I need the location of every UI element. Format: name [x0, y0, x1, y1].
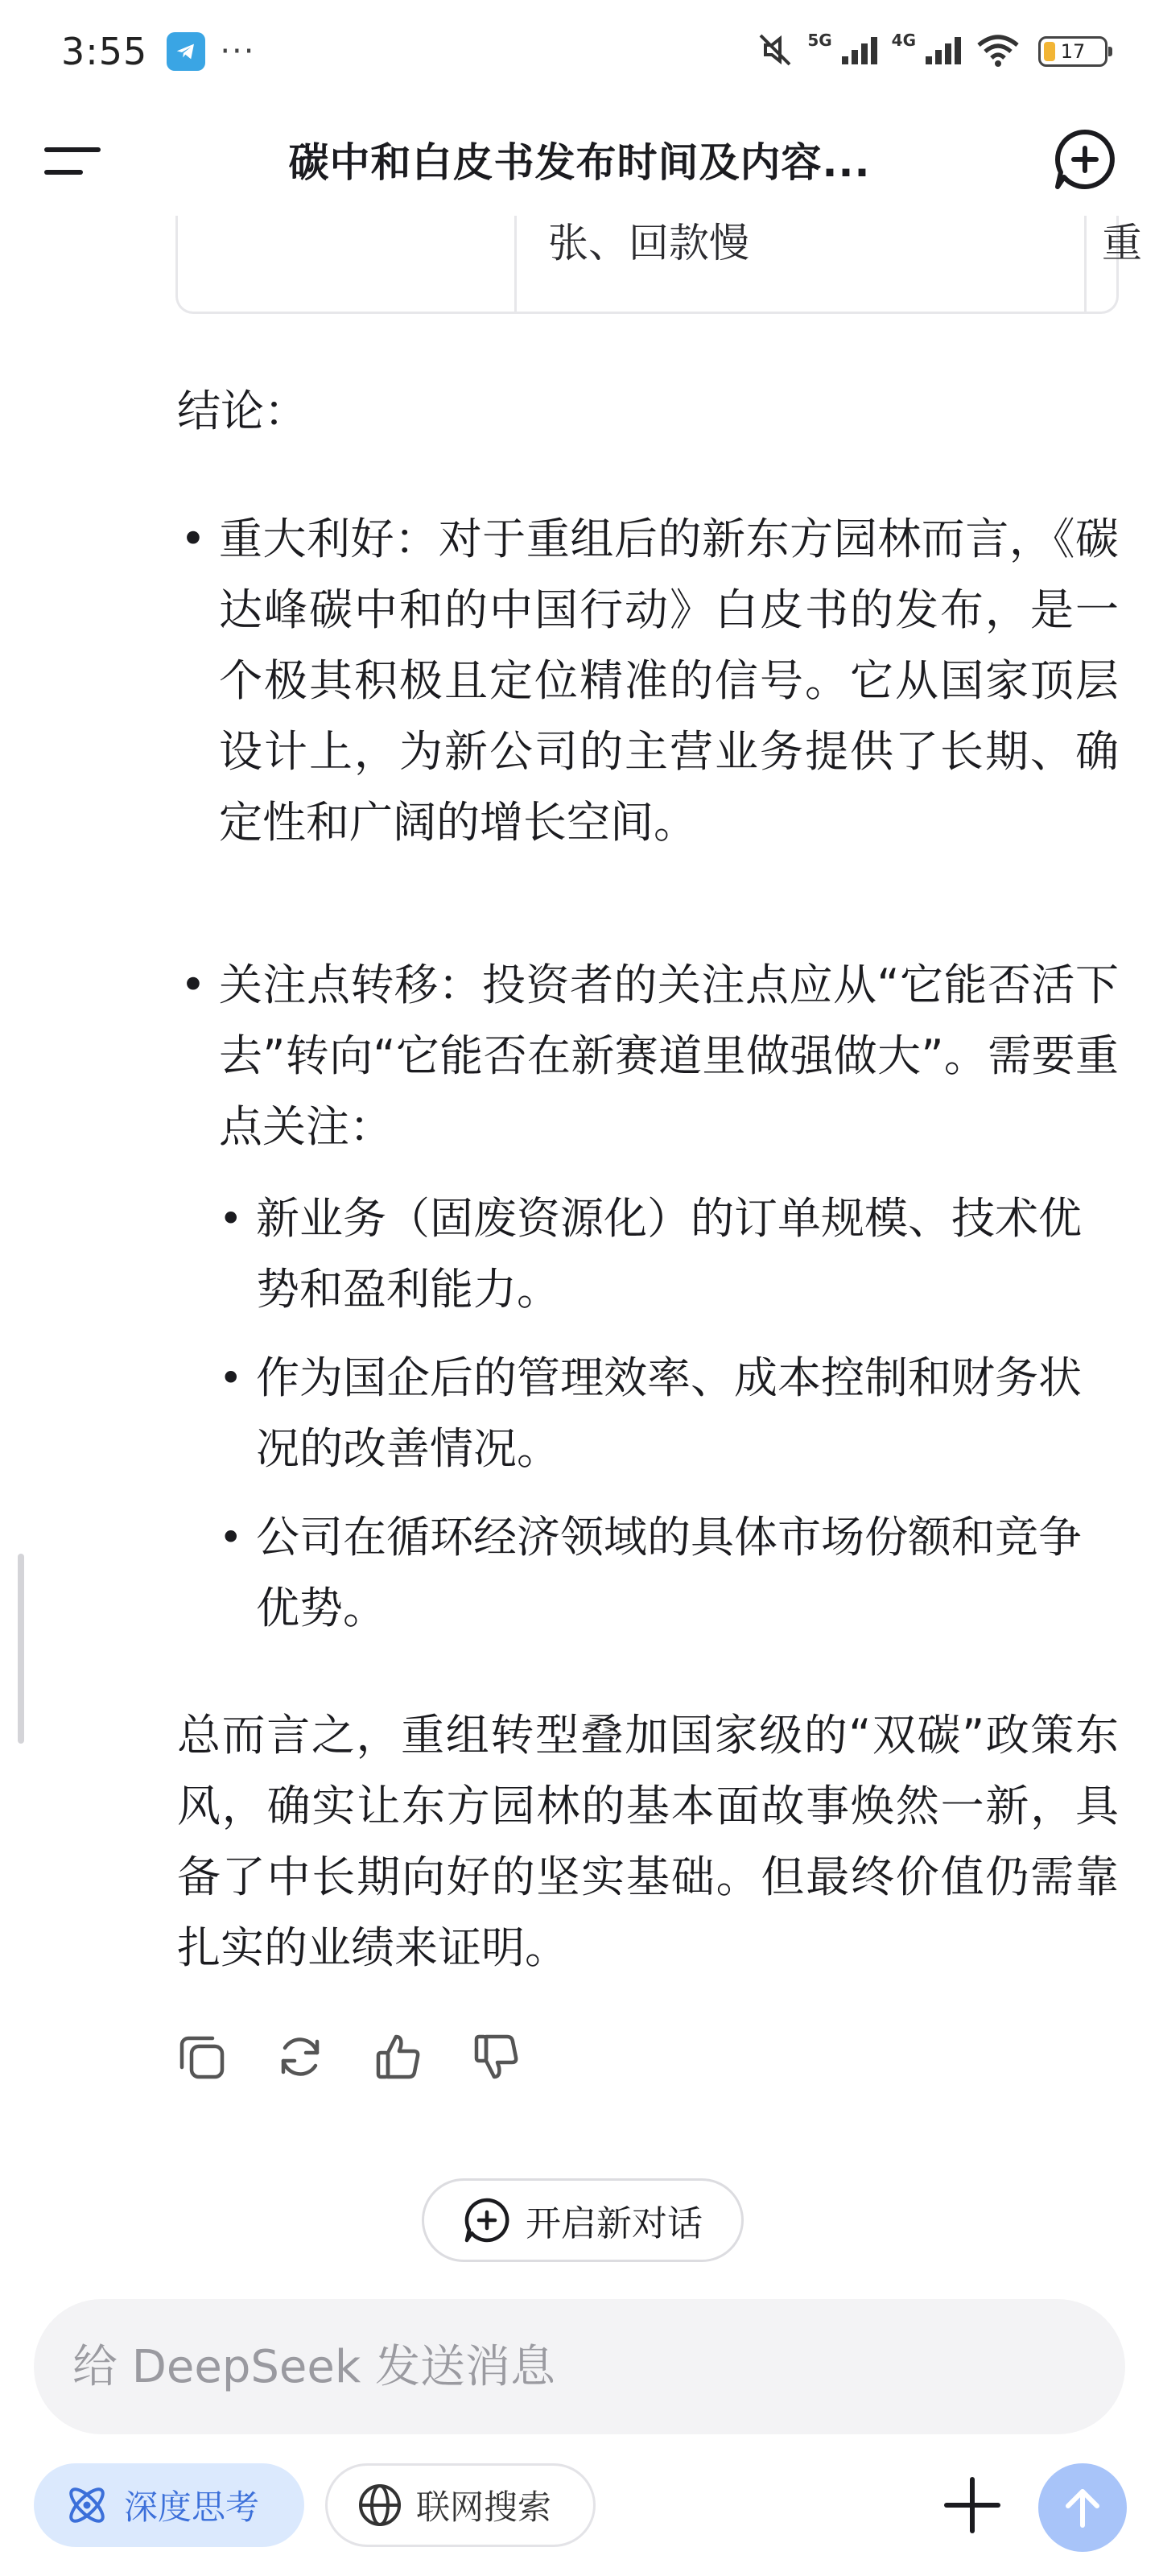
chat-plus-icon [1053, 127, 1117, 192]
sub-list-item-text: 新业务（固废资源化）的订单规模、技术优势和盈利能力。 [256, 1193, 1082, 1315]
sub-list-item [217, 1343, 1119, 1484]
regenerate-icon [275, 2032, 325, 2082]
message-input[interactable] [72, 2341, 1038, 2393]
new-chat-header-button[interactable] [1053, 127, 1117, 192]
battery-level: 17 [1060, 40, 1086, 63]
new-conversation-label: 开启新对话 [526, 2203, 703, 2244]
table-cell: 重 [1102, 220, 1142, 266]
signal-icon [924, 34, 964, 69]
thumbs-down-icon [472, 2032, 522, 2082]
attach-button[interactable] [938, 2471, 1006, 2539]
menu-button[interactable] [42, 138, 106, 184]
like-button[interactable] [372, 2030, 425, 2083]
message-actions [175, 2030, 523, 2083]
web-search-label: 联网搜索 [416, 2487, 552, 2527]
copy-icon [177, 2032, 227, 2082]
more-notifications-icon: ··· [220, 33, 256, 70]
sub-list-item [217, 1502, 1119, 1644]
list-item-text: 重大利好：对于重组后的新东方园林而言，《碳达峰碳中和的中国行动》白皮书的发布，是一个极其积极且定位精准的信号。它从国家顶层设计上，为新公司的主营业务提供了长期、确定性和广阔的增长空间。 [219, 514, 1119, 848]
menu-icon [42, 138, 106, 184]
composer-toolbar [0, 2463, 1159, 2557]
conclusion-heading: 结论： [177, 386, 307, 436]
signal-icon [840, 34, 881, 69]
telegram-icon [167, 32, 205, 71]
deep-think-label: 深度思考 [124, 2487, 260, 2527]
arrow-up-icon [1058, 2483, 1107, 2532]
sub-list-item-text: 公司在循环经济领域的具体市场份额和竞争优势。 [256, 1512, 1082, 1633]
status-icons [754, 31, 1107, 72]
summary-paragraph: 总而言之，重组转型叠加国家级的“双碳”政策东风，确实让东方园林的基本面故事焕然一新，具备了中长期向好的坚实基础。但最终价值仍需靠扎实的业绩来证明。 [177, 1710, 1119, 1973]
table-cell: 张、回款慢 [548, 220, 749, 266]
table-column-divider [514, 216, 517, 312]
status-time: 3:55 [61, 30, 148, 73]
plus-icon [938, 2471, 1006, 2539]
bullet-dot: • [219, 1355, 243, 1402]
atom-icon [63, 2481, 111, 2529]
send-button[interactable] [1038, 2463, 1127, 2552]
thumbs-up-icon [373, 2032, 423, 2082]
regenerate-button[interactable] [274, 2030, 327, 2083]
new-conversation-button[interactable] [422, 2178, 744, 2262]
bullet-dot: • [219, 1514, 243, 1561]
sub-list-item [217, 1183, 1119, 1325]
network-4g-label: 4G [891, 31, 916, 50]
chat-plus-icon [463, 2196, 511, 2244]
deep-think-toggle[interactable] [34, 2463, 304, 2547]
globe-icon [357, 2482, 403, 2529]
message-composer [34, 2299, 1125, 2434]
web-search-toggle[interactable] [325, 2463, 596, 2547]
dislike-button[interactable] [470, 2030, 523, 2083]
network-5g-label: 5G [807, 31, 832, 50]
table-column-divider [1084, 216, 1087, 312]
bullet-dot: • [180, 960, 206, 1010]
bullet-dot: • [219, 1195, 243, 1242]
mute-icon [754, 31, 796, 72]
page-title: 碳中和白皮书发布时间及内容... [288, 139, 871, 186]
battery-icon [1038, 36, 1107, 67]
wifi-icon [975, 32, 1021, 71]
copy-button[interactable] [175, 2030, 229, 2083]
list-item [177, 504, 1119, 858]
list-item-text: 关注点转移：投资者的关注点应从“它能否活下去”转向“它能否在新赛道里做强做大”。需要重点关注： [219, 960, 1119, 1152]
list-item [177, 950, 1119, 1162]
status-bar [0, 0, 1159, 103]
scrollbar[interactable] [18, 1554, 24, 1744]
bullet-dot: • [180, 514, 206, 564]
app-header [0, 103, 1159, 216]
table-fragment [175, 216, 1142, 314]
sub-list-item-text: 作为国企后的管理效率、成本控制和财务状况的改善情况。 [256, 1352, 1082, 1474]
